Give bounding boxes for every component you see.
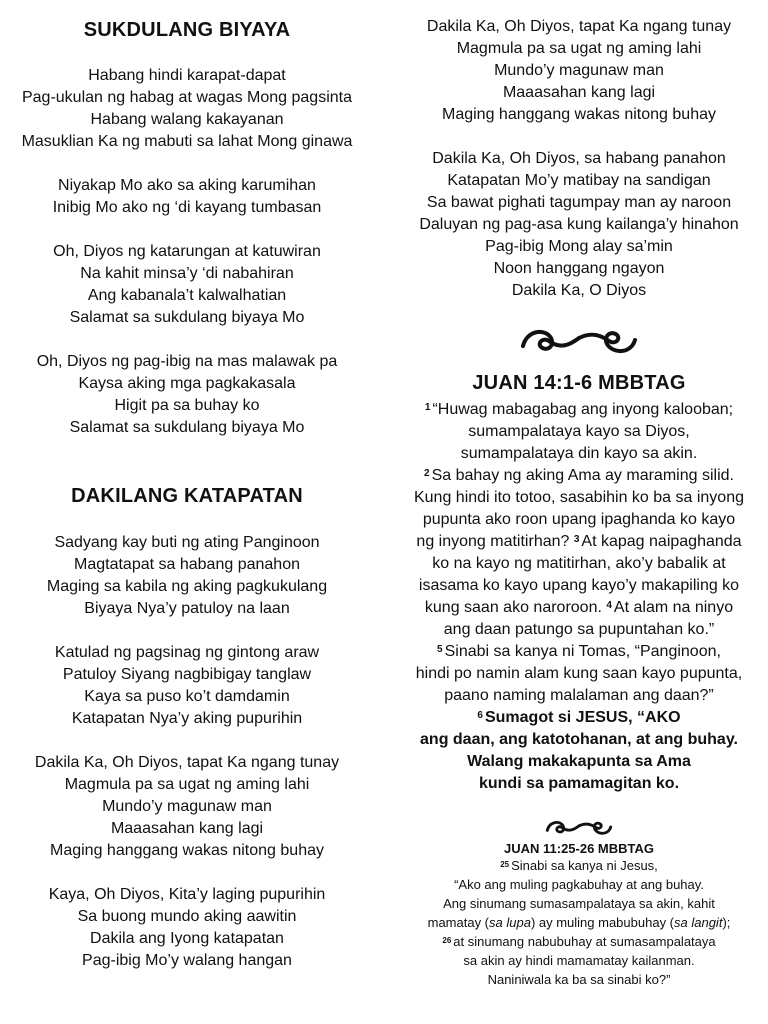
verse-text: At alam na ninyo xyxy=(613,599,734,616)
song1-title: SUKDULANG BIYAYA xyxy=(83,19,291,41)
lyric-line: Maaasahan kang lagi xyxy=(110,820,264,837)
lyric-line: Masuklian Ka ng mabuti sa lahat Mong ginawa xyxy=(21,133,353,150)
verse-text: Ang sinumang sumasampalataya sa akin, kahit xyxy=(443,896,715,911)
lyric-line: Patuloy Siyang nagbibigay tanglaw xyxy=(62,666,312,683)
lyric-line: Oh, Diyos ng katarungan at katuwiran xyxy=(53,243,321,260)
lyric-line: Biyaya Nya’y patuloy na laan xyxy=(84,600,290,617)
lyric-line: Katapatan Mo’y matibay na sandigan xyxy=(447,172,711,189)
lyric-line: Higit pa sa buhay ko xyxy=(114,397,260,414)
lyric-line: Salamat sa sukdulang biyaya Mo xyxy=(69,419,305,436)
reading2-title: JUAN 11:25-26 MBBTAG xyxy=(503,841,655,856)
flourish-divider-icon xyxy=(519,320,639,360)
verse-number: 25 xyxy=(500,860,510,869)
lyric-line: Noon hanggang ngayon xyxy=(493,260,665,277)
lyric-line: Ang kabanala’t kalwalhatian xyxy=(87,287,287,304)
lyric-line: Niyakap Mo ako sa aking karumihan xyxy=(58,177,316,194)
verse-text: ); xyxy=(722,915,731,930)
lyric-line: Sa buong mundo aking aawitin xyxy=(77,908,297,925)
lyric-line: Magtatapat sa habang panahon xyxy=(74,556,300,573)
verse-text: Walang makakapunta sa Ama xyxy=(467,753,691,770)
left-column xyxy=(0,0,374,972)
song2-stanza-5 xyxy=(390,16,768,126)
lyric-line: Na kahit minsa’y ‘di nabahiran xyxy=(80,265,294,282)
song2-stanza-6 xyxy=(390,148,768,302)
lyric-line: Dakila Ka, Oh Diyos, tapat Ka ngang tunay xyxy=(426,18,732,35)
verse-text: mamatay ( xyxy=(427,915,490,930)
lyric-line: Magmula pa sa ugat ng aming lahi xyxy=(456,40,702,57)
verse-number: 26 xyxy=(442,936,452,945)
verse-text: ng inyong matitirhan? xyxy=(416,533,570,550)
verse-text: sa akin ay hindi mamamatay kailanman. xyxy=(463,953,695,968)
verse-text: ang daan, ang katotohanan, at ang buhay. xyxy=(420,731,738,748)
verse-number: 5 xyxy=(437,644,443,655)
verse-text: ) ay muling mabubuhay ( xyxy=(530,915,675,930)
lyric-line: Maging hanggang wakas nitong buhay xyxy=(442,106,716,123)
song1-stanza-3 xyxy=(0,241,374,329)
lyric-line: Kaya, Oh Diyos, Kita’y laging pupurihin xyxy=(48,886,326,903)
song1-stanza-4 xyxy=(0,351,374,439)
lyric-line: Habang hindi karapat-dapat xyxy=(88,67,286,84)
lyric-line: Katapatan Nya’y aking pupurihin xyxy=(71,710,303,727)
lyric-line: Sadyang kay buti ng ating Panginoon xyxy=(54,534,320,551)
song2-stanza-3 xyxy=(0,752,374,862)
song1-stanza-2 xyxy=(0,175,374,219)
lyric-line: Inibig Mo ako ng ‘di kayang tumbasan xyxy=(52,199,322,216)
verse-text: “Ako ang muling pagkabuhay at ang buhay. xyxy=(454,877,704,892)
verse-number: 3 xyxy=(573,534,580,545)
verse-text: Sinabi sa kanya ni Tomas, “Panginoon, xyxy=(444,643,721,660)
reading1-body xyxy=(390,399,768,795)
verse-text: paano naming malalaman ang daan?” xyxy=(444,687,714,704)
verse-text-italic: sa lupa xyxy=(489,915,531,930)
verse-number: 2 xyxy=(424,468,430,479)
lyric-line: Pag-ukulan ng habag at wagas Mong pagsinta xyxy=(21,89,352,106)
lyric-line: Dakila ang Iyong katapatan xyxy=(90,930,284,947)
verse-text: Sa bahay ng aking Ama ay maraming silid. xyxy=(431,467,734,484)
verse-text: Naniniwala ka ba sa sinabi ko?” xyxy=(487,972,671,987)
verse-text: Kung hindi ito totoo, sasabihin ko ba sa inyong xyxy=(413,489,744,506)
song2-stanza-1 xyxy=(0,532,374,620)
lyric-line: Sa bawat pighati tagumpay man ay naroon xyxy=(426,194,732,211)
right-column xyxy=(390,0,768,989)
lyric-line: Pag-ibig Mo’y walang hangan xyxy=(82,952,292,969)
verse-text-italic: sa langit xyxy=(674,915,723,930)
flourish-divider-small-icon xyxy=(545,815,613,839)
verse-text: at sinumang nabubuhay at sumasampalataya xyxy=(453,934,716,949)
lyric-line: Dakila Ka, Oh Diyos, sa habang panahon xyxy=(432,150,726,167)
verse-text: ko na kayo ng matitirhan, ako’y babalik at xyxy=(432,555,726,572)
verse-number: 6 xyxy=(477,710,483,721)
verse-text: isasama ko kayo upang kayo’y makapiling ko xyxy=(418,577,740,594)
verse-text: ang daan patungo sa pupuntahan ko.” xyxy=(443,621,715,638)
verse-text: Sumagot si JESUS, “AKO xyxy=(484,709,681,726)
verse-number: 1 xyxy=(424,402,431,413)
lyric-line: Katulad ng pagsinag ng gintong araw xyxy=(54,644,320,661)
verse-text: “Huwag mabagabag ang inyong kalooban; xyxy=(432,401,734,418)
lyric-line: Mundo’y magunaw man xyxy=(494,62,664,79)
lyric-line: Kaya sa puso ko’t damdamin xyxy=(84,688,290,705)
lyric-line: Pag-ibig Mong alay sa’min xyxy=(485,238,673,255)
verse-text: sumampalataya kayo sa Diyos, xyxy=(468,423,690,440)
verse-text: At kapag naipaghanda xyxy=(581,533,742,550)
song2-stanza-4 xyxy=(0,884,374,972)
lyric-line: Habang walang kakayanan xyxy=(90,111,284,128)
verse-text: kung saan ako naroroon. xyxy=(424,599,602,616)
reading1-title: JUAN 14:1-6 MBBTAG xyxy=(472,372,686,394)
lyric-line: Daluyan ng pag-asa kung kailanga’y hinahon xyxy=(419,216,739,233)
song2-title: DAKILANG KATAPATAN xyxy=(71,485,303,507)
song2-stanza-2 xyxy=(0,642,374,730)
song1-stanza-1 xyxy=(0,65,374,153)
lyric-line: Maging hanggang wakas nitong buhay xyxy=(50,842,324,859)
lyric-line: Kaysa aking mga pagkakasala xyxy=(78,375,296,392)
lyric-line: Dakila Ka, O Diyos xyxy=(511,282,647,299)
verse-text: pupunta ako roon upang ipaghanda ko kayo xyxy=(422,511,736,528)
lyric-line: Magmula pa sa ugat ng aming lahi xyxy=(64,776,310,793)
verse-text: sumampalataya din kayo sa akin. xyxy=(460,445,698,462)
lyric-line: Dakila Ka, Oh Diyos, tapat Ka ngang tunay xyxy=(34,754,340,771)
verse-text: Sinabi sa kanya ni Jesus, xyxy=(511,858,658,873)
verse-number: 4 xyxy=(606,600,612,611)
lyric-line: Mundo’y magunaw man xyxy=(102,798,272,815)
lyric-line: Maging sa kabila ng aking pagkukulang xyxy=(46,578,328,595)
reading2-body xyxy=(390,856,768,989)
verse-text: hindi po namin alam kung saan kayo pupunta, xyxy=(415,665,743,682)
lyric-line: Maaasahan kang lagi xyxy=(502,84,656,101)
lyric-line: Salamat sa sukdulang biyaya Mo xyxy=(69,309,305,326)
lyric-line: Oh, Diyos ng pag-ibig na mas malawak pa xyxy=(36,353,338,370)
verse-text: kundi sa pamamagitan ko. xyxy=(478,775,680,792)
